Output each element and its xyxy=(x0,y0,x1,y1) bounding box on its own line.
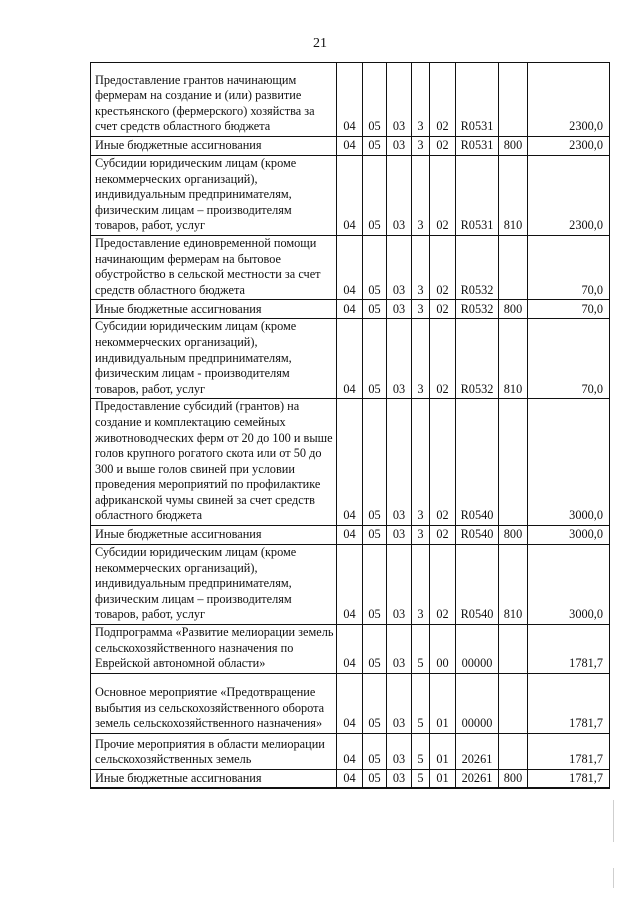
subprogram-code-cell: 01 xyxy=(430,673,456,733)
table-row xyxy=(91,526,610,545)
subsection-code-cell: 03 xyxy=(387,63,412,137)
target-article-cell: 00000 xyxy=(456,673,499,733)
item-name-cell: Субсидии юридическим лицам (кроме некоммерческих организаций), индивидуальным предпринимателям, физическим лицам – производителям товаров, работ, услуг xyxy=(91,545,337,625)
program-code-cell: 5 xyxy=(412,673,430,733)
amount-cell: 2300,0 xyxy=(528,137,610,156)
table-row xyxy=(91,545,610,625)
table-body xyxy=(91,63,610,789)
target-article-cell: 00000 xyxy=(456,625,499,674)
expense-type-cell xyxy=(499,673,528,733)
program-code-cell: 3 xyxy=(412,156,430,236)
section-code-cell: 05 xyxy=(363,137,387,156)
ministry-code-cell: 04 xyxy=(337,733,363,769)
table-row xyxy=(91,673,610,733)
expense-type-cell: 800 xyxy=(499,137,528,156)
subprogram-code-cell: 02 xyxy=(430,526,456,545)
program-code-cell: 5 xyxy=(412,769,430,788)
section-code-cell: 05 xyxy=(363,526,387,545)
subprogram-code-cell: 02 xyxy=(430,545,456,625)
expense-type-cell xyxy=(499,733,528,769)
program-code-cell: 3 xyxy=(412,300,430,319)
program-code-cell: 3 xyxy=(412,526,430,545)
subsection-code-cell: 03 xyxy=(387,156,412,236)
subprogram-code-cell: 02 xyxy=(430,300,456,319)
expense-type-cell: 800 xyxy=(499,769,528,788)
expense-type-cell xyxy=(499,625,528,674)
amount-cell: 2300,0 xyxy=(528,156,610,236)
expense-type-cell xyxy=(499,399,528,526)
item-name-cell: Основное мероприятие «Предотвращение выбытия из сельскохозяйственного оборота земель сельскохозяйственного назначения» xyxy=(91,673,337,733)
amount-cell: 1781,7 xyxy=(528,769,610,788)
amount-cell: 1781,7 xyxy=(528,733,610,769)
subsection-code-cell: 03 xyxy=(387,319,412,399)
section-code-cell: 05 xyxy=(363,625,387,674)
amount-cell: 3000,0 xyxy=(528,526,610,545)
ministry-code-cell: 04 xyxy=(337,526,363,545)
page-number: 21 xyxy=(313,36,327,51)
amount-cell: 3000,0 xyxy=(528,399,610,526)
target-article-cell: R0540 xyxy=(456,526,499,545)
table-row xyxy=(91,300,610,319)
subsection-code-cell: 03 xyxy=(387,526,412,545)
target-article-cell: R0531 xyxy=(456,137,499,156)
ministry-code-cell: 04 xyxy=(337,769,363,788)
item-name-cell: Прочие мероприятия в области мелиорации сельскохозяйственных земель xyxy=(91,733,337,769)
target-article-cell: R0532 xyxy=(456,300,499,319)
section-code-cell: 05 xyxy=(363,733,387,769)
item-name-cell: Иные бюджетные ассигнования xyxy=(91,526,337,545)
amount-cell: 3000,0 xyxy=(528,545,610,625)
subsection-code-cell: 03 xyxy=(387,235,412,299)
program-code-cell: 5 xyxy=(412,625,430,674)
expense-type-cell: 810 xyxy=(499,319,528,399)
program-code-cell: 3 xyxy=(412,399,430,526)
section-code-cell: 05 xyxy=(363,399,387,526)
amount-cell: 70,0 xyxy=(528,235,610,299)
ministry-code-cell: 04 xyxy=(337,156,363,236)
program-code-cell: 5 xyxy=(412,733,430,769)
subprogram-code-cell: 00 xyxy=(430,625,456,674)
subsection-code-cell: 03 xyxy=(387,137,412,156)
ministry-code-cell: 04 xyxy=(337,399,363,526)
subprogram-code-cell: 02 xyxy=(430,137,456,156)
section-code-cell: 05 xyxy=(363,300,387,319)
item-name-cell: Иные бюджетные ассигнования xyxy=(91,300,337,319)
subsection-code-cell: 03 xyxy=(387,300,412,319)
section-code-cell: 05 xyxy=(363,769,387,788)
target-article-cell: R0531 xyxy=(456,156,499,236)
item-name-cell: Субсидии юридическим лицам (кроме некоммерческих организаций), индивидуальным предпринимателям, физическим лицам – производителям товаров, работ, услуг xyxy=(91,156,337,236)
program-code-cell: 3 xyxy=(412,319,430,399)
amount-cell: 70,0 xyxy=(528,319,610,399)
subsection-code-cell: 03 xyxy=(387,673,412,733)
program-code-cell: 3 xyxy=(412,545,430,625)
item-name-cell: Иные бюджетные ассигнования xyxy=(91,137,337,156)
expense-type-cell: 810 xyxy=(499,156,528,236)
ministry-code-cell: 04 xyxy=(337,63,363,137)
program-code-cell: 3 xyxy=(412,235,430,299)
subprogram-code-cell: 01 xyxy=(430,733,456,769)
item-name-cell: Субсидии юридическим лицам (кроме некоммерческих организаций), индивидуальным предпринимателям, физическим лицам - производителям товаров, работ, услуг xyxy=(91,319,337,399)
expense-type-cell: 800 xyxy=(499,526,528,545)
target-article-cell: R0532 xyxy=(456,319,499,399)
scan-edge-mark xyxy=(613,800,614,842)
expense-type-cell: 810 xyxy=(499,545,528,625)
expense-type-cell xyxy=(499,235,528,299)
ministry-code-cell: 04 xyxy=(337,319,363,399)
section-code-cell: 05 xyxy=(363,319,387,399)
table-row xyxy=(91,399,610,526)
ministry-code-cell: 04 xyxy=(337,545,363,625)
amount-cell: 2300,0 xyxy=(528,63,610,137)
budget-table xyxy=(90,62,610,789)
amount-cell: 70,0 xyxy=(528,300,610,319)
table-row xyxy=(91,63,610,137)
subprogram-code-cell: 01 xyxy=(430,769,456,788)
section-code-cell: 05 xyxy=(363,156,387,236)
item-name-cell: Подпрограмма «Развитие мелиорации земель сельскохозяйственного назначения по Еврейской автономной области» xyxy=(91,625,337,674)
subprogram-code-cell: 02 xyxy=(430,63,456,137)
subsection-code-cell: 03 xyxy=(387,399,412,526)
target-article-cell: 20261 xyxy=(456,733,499,769)
subprogram-code-cell: 02 xyxy=(430,156,456,236)
target-article-cell: R0532 xyxy=(456,235,499,299)
table-row xyxy=(91,733,610,769)
ministry-code-cell: 04 xyxy=(337,625,363,674)
expense-type-cell: 800 xyxy=(499,300,528,319)
item-name-cell: Предоставление единовременной помощи начинающим фермерам на бытовое обустройство в сельской местности за счет средств областного бюджета xyxy=(91,235,337,299)
table-row xyxy=(91,769,610,788)
item-name-cell: Предоставление субсидий (грантов) на создание и комплектацию семейных животноводческих ферм от 20 до 100 и выше голов крупного рогатого скота или от 50 до 300 и выше голов свиней при условии проведения мероприятий по профилактике африканской чумы свиней за счет средств областного бюджета xyxy=(91,399,337,526)
subsection-code-cell: 03 xyxy=(387,769,412,788)
table-row xyxy=(91,625,610,674)
scan-edge-mark xyxy=(613,868,614,888)
ministry-code-cell: 04 xyxy=(337,673,363,733)
item-name-cell: Иные бюджетные ассигнования xyxy=(91,769,337,788)
table-row xyxy=(91,137,610,156)
amount-cell: 1781,7 xyxy=(528,673,610,733)
target-article-cell: R0540 xyxy=(456,399,499,526)
ministry-code-cell: 04 xyxy=(337,300,363,319)
subprogram-code-cell: 02 xyxy=(430,235,456,299)
table-row xyxy=(91,156,610,236)
section-code-cell: 05 xyxy=(363,673,387,733)
item-name-cell: Предоставление грантов начинающим фермерам на создание и (или) развитие крестьянского (фермерского) хозяйства за счет средств областного бюджета xyxy=(91,63,337,137)
target-article-cell: R0531 xyxy=(456,63,499,137)
expense-type-cell xyxy=(499,63,528,137)
ministry-code-cell: 04 xyxy=(337,235,363,299)
program-code-cell: 3 xyxy=(412,63,430,137)
section-code-cell: 05 xyxy=(363,545,387,625)
subsection-code-cell: 03 xyxy=(387,625,412,674)
section-code-cell: 05 xyxy=(363,63,387,137)
subprogram-code-cell: 02 xyxy=(430,319,456,399)
amount-cell: 1781,7 xyxy=(528,625,610,674)
table-row xyxy=(91,319,610,399)
program-code-cell: 3 xyxy=(412,137,430,156)
table-row xyxy=(91,235,610,299)
target-article-cell: R0540 xyxy=(456,545,499,625)
section-code-cell: 05 xyxy=(363,235,387,299)
subprogram-code-cell: 02 xyxy=(430,399,456,526)
subsection-code-cell: 03 xyxy=(387,545,412,625)
subsection-code-cell: 03 xyxy=(387,733,412,769)
target-article-cell: 20261 xyxy=(456,769,499,788)
ministry-code-cell: 04 xyxy=(337,137,363,156)
